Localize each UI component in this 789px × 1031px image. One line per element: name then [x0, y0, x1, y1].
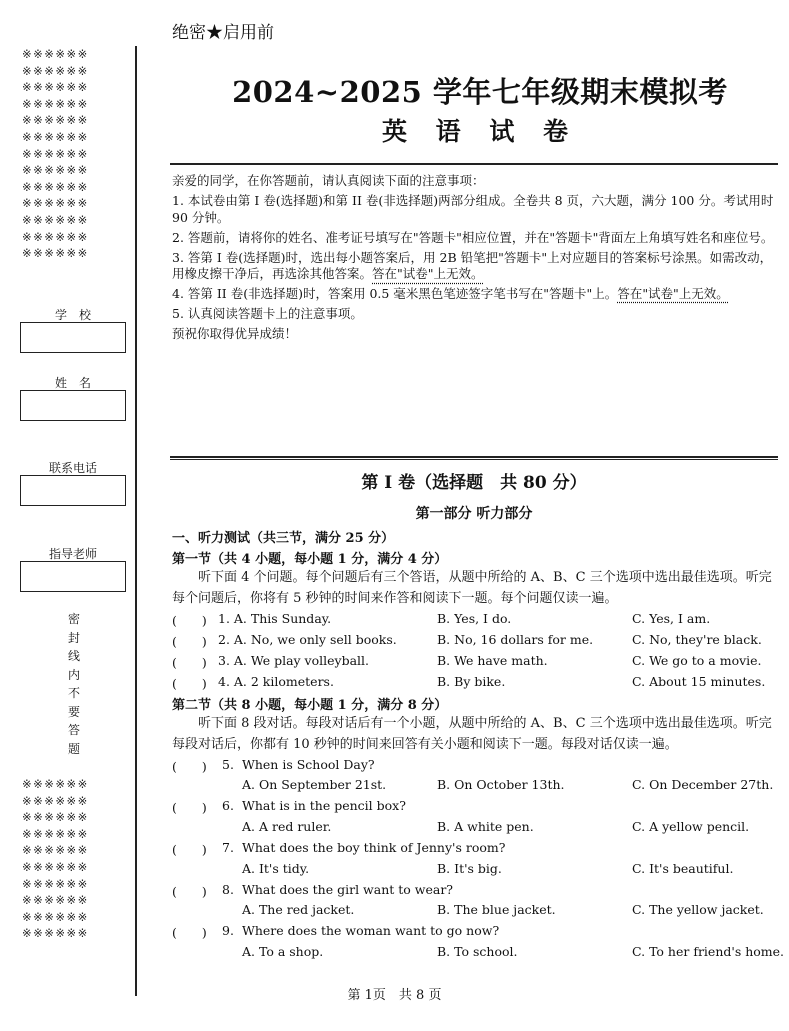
divider-part-1	[170, 456, 778, 458]
page-number: 第 1页 共 8 页	[347, 988, 442, 1003]
question-row	[172, 674, 780, 694]
notice-item-3-text: 3. 答第 I 卷(选择题)时，选出每小题答案后，用 2B 铅笔把"答题卡"上对应题目的答案标号涂黑。如需改动，用橡皮擦干净后，再选涂其他答案。	[172, 249, 773, 282]
question-option-c: C. On December 27th.	[632, 777, 774, 792]
question-number: 9.	[222, 923, 234, 938]
star-row: ※※※※※※	[22, 47, 89, 61]
binding-line	[135, 46, 137, 996]
seal-char: 内	[67, 667, 80, 682]
section-1-instructions: 听下面 4 个问题。每个问题后有三个答语，从题中所给的 A、B、C 三个选项中选出最佳选项。听完每个问题后，你将有 5 秒钟的时间来作答和阅读下一题。每个问题仅读一遍。	[172, 570, 772, 606]
question-row	[172, 923, 780, 943]
star-row: ※※※※※※	[22, 63, 89, 78]
question-option-b: B. To school.	[437, 944, 518, 959]
question-option-c: C. Yes, I am.	[632, 611, 711, 626]
question-option-b: B. We have math.	[437, 653, 548, 668]
notice-item-3-emphasis: 答在"试卷"上无效。	[372, 266, 484, 282]
seal-char: 题	[67, 741, 80, 756]
section-2-instructions: 听下面 8 段对话。每段对话后有一个小题，从题中所给的 A、B、C 三个选项中选出最佳选项。听完每段对话后，你都有 10 秒钟的时间来回答有关小题和阅读下一题。每段对话仅读一遍。	[172, 716, 772, 752]
options-row	[172, 819, 780, 839]
question-option-b: B. A white pen.	[437, 819, 534, 834]
phone-label: 联系电话	[48, 461, 97, 475]
options-row	[172, 777, 780, 797]
question-row	[172, 632, 780, 652]
question-option-b: B. No, 16 dollars for me.	[437, 632, 594, 647]
star-row: ※※※※※※	[22, 793, 89, 808]
star-row: ※※※※※※	[22, 810, 89, 825]
star-row: ※※※※※※	[22, 196, 89, 211]
question-option-c: C. We go to a movie.	[632, 653, 762, 668]
notice-item-4-emphasis: 答在"试卷"上无效。	[617, 286, 729, 302]
question-text: Where does the woman want to go now?	[242, 923, 500, 938]
question-option-c: C. The yellow jacket.	[632, 902, 764, 917]
question-number: 6.	[222, 798, 234, 813]
divider-top	[170, 163, 778, 165]
question-option-a: 4. A. 2 kilometers.	[218, 674, 334, 689]
notice-item-4-text: 4. 答第 II 卷(非选择题)时，答案用 0.5 毫米黑色笔迹签字笔书写在"答题卡"上。	[172, 286, 618, 302]
question-row	[172, 611, 780, 631]
answer-blank[interactable]: ( )	[172, 759, 207, 774]
question-option-a: A. To a shop.	[242, 944, 324, 959]
question-text: When is School Day?	[242, 757, 375, 772]
star-row: ※※※※※※	[22, 179, 89, 194]
question-option-a: A. A red ruler.	[242, 819, 332, 834]
seal-char: 线	[67, 649, 80, 663]
notice-item-4	[172, 286, 780, 303]
listening-heading: 一、听力测试（共三节，满分 25 分）	[172, 531, 395, 546]
answer-blank[interactable]: ( )	[172, 884, 207, 899]
notice-block	[172, 173, 780, 343]
phone-field[interactable]	[20, 475, 126, 506]
question-option-a: A. It's tidy.	[242, 861, 310, 876]
name-field[interactable]	[20, 390, 126, 421]
question-number: 8.	[222, 882, 234, 897]
answer-blank[interactable]: ( )	[172, 676, 207, 691]
star-border-top	[22, 46, 130, 262]
seal-char: 答	[67, 723, 80, 737]
question-option-a: A. On September 21st.	[242, 777, 387, 792]
star-row: ※※※※※※	[22, 129, 89, 144]
star-row: ※※※※※※	[22, 876, 89, 891]
question-option-a: 2. A. No, we only sell books.	[218, 632, 397, 647]
star-row: ※※※※※※	[22, 212, 89, 227]
question-row	[172, 882, 780, 902]
star-row: ※※※※※※	[22, 146, 89, 161]
confidential-label: 绝密★启用前	[172, 23, 274, 43]
question-option-b: B. It's big.	[437, 861, 502, 876]
answer-blank[interactable]: ( )	[172, 655, 207, 670]
star-row: ※※※※※※	[22, 909, 89, 924]
question-text: What does the girl want to wear?	[242, 882, 453, 897]
star-row: ※※※※※※	[22, 826, 89, 841]
answer-blank[interactable]: ( )	[172, 613, 207, 628]
question-option-c: C. About 15 minutes.	[632, 674, 766, 689]
seal-char: 密	[67, 612, 80, 626]
options-row	[172, 902, 780, 922]
seal-char: 要	[67, 704, 80, 719]
star-row: ※※※※※※	[22, 843, 89, 858]
question-option-c: C. It's beautiful.	[632, 861, 734, 876]
options-row	[172, 861, 780, 881]
notice-item-5: 5. 认真阅读答题卡上的注意事项。	[172, 306, 363, 322]
star-row: ※※※※※※	[22, 859, 89, 874]
divider-part-1-thin	[170, 459, 778, 460]
school-field[interactable]	[20, 322, 126, 353]
exam-subject: 英 语 试 卷	[381, 117, 579, 146]
seal-char: 不	[67, 686, 80, 700]
question-row	[172, 840, 780, 860]
school-label: 学 校	[54, 308, 91, 322]
question-row	[172, 653, 780, 673]
question-option-b: B. By bike.	[437, 674, 506, 689]
notice-wish: 预祝你取得优异成绩！	[172, 326, 298, 341]
notice-item-1: 1. 本试卷由第 I 卷(选择题)和第 II 卷(非选择题)两部分组成。全卷共 8 页，六大题，满分 100 分。考试用时 90 分钟。	[172, 192, 774, 225]
star-row: ※※※※※※	[22, 246, 89, 261]
question-row	[172, 798, 780, 818]
notice-item-2: 2. 答题前，请将你的姓名、准考证号填写在"答题卡"相应位置，并在"答题卡"背面左上角填写姓名和座位号。	[172, 229, 774, 245]
question-option-b: B. Yes, I do.	[437, 611, 512, 626]
exam-title: 2024~2025 学年七年级期末模拟考	[232, 75, 728, 109]
answer-blank[interactable]: ( )	[172, 842, 207, 857]
star-border-bottom	[22, 776, 130, 942]
star-row: ※※※※※※	[22, 163, 89, 178]
question-option-c: C. To her friend's home.	[632, 944, 785, 959]
question-option-a: A. The red jacket.	[242, 902, 355, 917]
question-option-c: C. A yellow pencil.	[632, 819, 750, 834]
star-row: ※※※※※※	[22, 777, 89, 791]
question-option-a: 1. A. This Sunday.	[218, 611, 332, 626]
teacher-field[interactable]	[20, 561, 126, 592]
question-text: What is in the pencil box?	[242, 798, 406, 813]
notice-intro: 亲爱的同学，在你答题前，请认真阅读下面的注意事项：	[172, 173, 485, 188]
question-number: 7.	[222, 840, 234, 855]
section-1-heading: 第一节（共 4 小题，每小题 1 分，满分 4 分）	[172, 552, 448, 567]
star-row: ※※※※※※	[22, 893, 89, 908]
options-row	[172, 944, 785, 964]
section-2-heading: 第二节（共 8 小题，每小题 1 分，满分 8 分）	[172, 698, 448, 713]
star-row: ※※※※※※	[22, 113, 89, 128]
star-row: ※※※※※※	[22, 80, 89, 95]
binding-sidebar	[0, 0, 140, 1031]
star-row: ※※※※※※	[22, 96, 89, 111]
question-option-a: 3. A. We play volleyball.	[218, 653, 370, 668]
listening-subtitle: 第一部分 听力部分	[415, 506, 533, 522]
name-label: 姓 名	[54, 376, 91, 390]
question-option-b: B. The blue jacket.	[437, 902, 556, 917]
notice-item-3	[172, 250, 780, 284]
answer-blank[interactable]: ( )	[172, 634, 207, 649]
question-option-b: B. On October 13th.	[437, 777, 565, 792]
question-row	[172, 757, 780, 777]
part-1-title: 第 I 卷（选择题 共 80 分）	[361, 473, 587, 493]
seal-char: 封	[67, 630, 80, 645]
question-option-c: C. No, they're black.	[632, 632, 762, 647]
star-row: ※※※※※※	[22, 926, 89, 941]
star-row: ※※※※※※	[22, 229, 89, 244]
question-number: 5.	[222, 757, 234, 772]
seal-line-notice	[66, 610, 82, 758]
answer-blank[interactable]: ( )	[172, 925, 207, 940]
teacher-label: 指导老师	[48, 547, 97, 561]
question-text: What does the boy think of Jenny's room?	[242, 840, 506, 855]
answer-blank[interactable]: ( )	[172, 800, 207, 815]
